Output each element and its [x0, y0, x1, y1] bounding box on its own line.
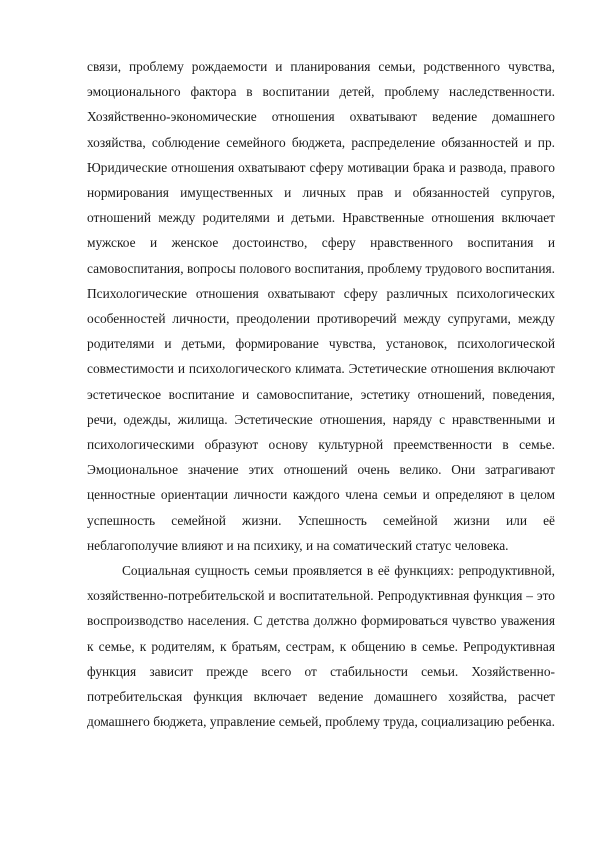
paragraph-family-functions: Социальная сущность семьи проявляется в её функциях: репродуктивной, хозяйственно-потребительской и воспитательной. Репродуктивная функция – это воспроизводство населения. С детства должно формироваться чувство уважения к семье, к родителям, к братьям, сестрам, к общению в семье. Репродуктивная функция зависит прежде всего от стабильности семьи. Хозяйственно-потребительская функция включает ведение домашнего хозяйства, расчет домашнего бюджета, управление семьей, проблему труда, социализацию ребенка. — [87, 563, 555, 730]
body-text — [87, 54, 555, 734]
paragraph-family-relations: связи, проблему рождаемости и планирования семьи, родственного чувства, эмоционального фактора в воспитании детей, проблему наследственности. Хозяйственно-экономические отношения охватывают ведение домашнего хозяйства, соблюдение семейного бюджета, распределение обязанностей и пр. Юридические отношения охватывают сферу мотивации брака и развода, правого нормирования имущественных и личных прав и обязанностей супругов, отношений между родителями и детьми. Нравственные отношения включает мужское и женское достоинство, сферу нравственного воспитания и самовоспитания, вопросы полового воспитания, проблему трудового воспитания. Психологические отношения охватывают сферу различных психологических особенностей личности, преодолении противоречий между супругами, между родителями и детьми, формирование чувства, установок, психологической совместимости и психологического климата. Эстетические отношения включают эстетическое воспитание и самовоспитание, эстетику отношений, поведения, речи, одежды, жилища. Эстетические отношения, наряду с нравственными и психологическими образуют основу культурной преемственности в семье. Эмоциональное значение этих отношений очень велико. Они затрагивают ценностные ориентации личности каждого члена семьи и определяют в целом успешность семейной жизни. Успешность семейной жизни или её неблагополучие влияют и на психику, и на соматический статус человека. — [87, 59, 555, 553]
